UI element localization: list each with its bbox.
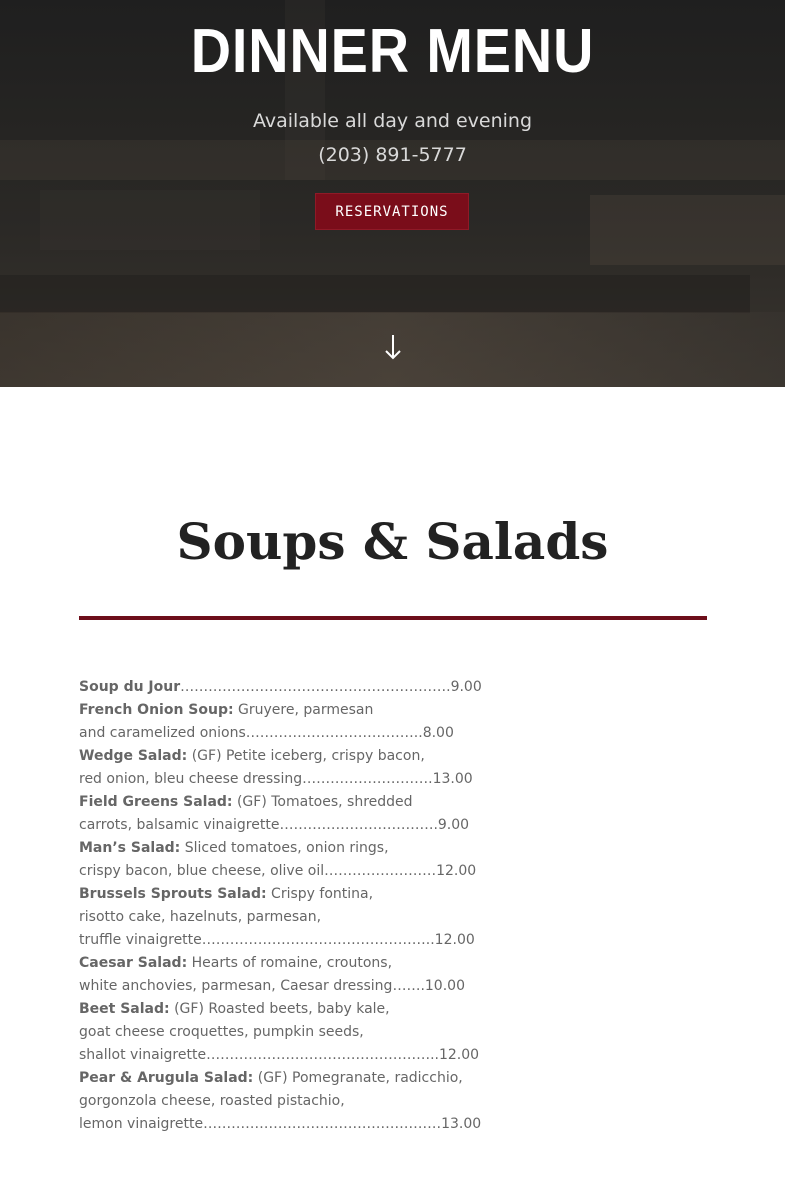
menu-item-description: (GF) Tomatoes, shredded — [232, 794, 413, 810]
menu-item-description: shallot vinaigrette…………………………………………..12.00 — [79, 1047, 480, 1063]
menu-item-description: (GF) Roasted beets, baby kale, — [169, 1001, 390, 1017]
menu-line — [79, 1067, 499, 1090]
menu-item-name: Soup du Jour — [79, 679, 181, 695]
menu-line — [79, 814, 499, 837]
hero-background-band — [40, 190, 260, 250]
menu-item-description: and caramelized onions………………………………..8.00 — [79, 725, 454, 741]
menu-line — [79, 722, 499, 745]
menu-line — [79, 1113, 499, 1136]
menu-line — [79, 768, 499, 791]
menu-item-description: white anchovies, parmesan, Caesar dressing…….10.00 — [79, 978, 465, 994]
menu-list — [79, 676, 499, 1136]
section-title: Soups & Salads — [176, 512, 609, 571]
menu-line — [79, 952, 499, 975]
menu-item-name: Pear & Arugula Salad: — [79, 1070, 254, 1086]
menu-line — [79, 837, 499, 860]
menu-item-description: carrots, balsamic vinaigrette…………………………….9.00 — [79, 817, 470, 833]
menu-item-description: goat cheese croquettes, pumpkin seeds, — [79, 1024, 364, 1040]
hero-subtitle: Available all day and evening — [252, 110, 533, 132]
menu-line — [79, 883, 499, 906]
menu-item-description: Crispy fontina, — [266, 886, 374, 902]
menu-item-name: Caesar Salad: — [79, 955, 188, 971]
menu-item-description: Sliced tomatoes, onion rings, — [180, 840, 389, 856]
arrow-down-icon[interactable] — [382, 332, 404, 362]
menu-item-description: red onion, bleu cheese dressing……………………….13.00 — [79, 771, 473, 787]
section-divider — [79, 616, 707, 620]
phone-number[interactable]: (203) 891-5777 — [318, 144, 467, 166]
menu-item-name: Field Greens Salad: — [79, 794, 233, 810]
menu-item-description: Gruyere, parmesan — [233, 702, 374, 718]
hero-background-band — [590, 195, 785, 265]
menu-line — [79, 929, 499, 952]
menu-item-name: Beet Salad: — [79, 1001, 170, 1017]
menu-line — [79, 860, 499, 883]
menu-item-description: truffle vinaigrette…………………………………………..12.00 — [79, 932, 475, 948]
menu-item-description: gorgonzola cheese, roasted pistachio, — [79, 1093, 345, 1109]
menu-line — [79, 1044, 499, 1067]
menu-item-description: (GF) Petite iceberg, crispy bacon, — [187, 748, 425, 764]
menu-item-name: Brussels Sprouts Salad: — [79, 886, 267, 902]
menu-line — [79, 1021, 499, 1044]
menu-line — [79, 699, 499, 722]
menu-item-description: crispy bacon, blue cheese, olive oil……………………12.00 — [79, 863, 477, 879]
menu-line — [79, 975, 499, 998]
menu-item-description: risotto cake, hazelnuts, parmesan, — [79, 909, 322, 925]
menu-line — [79, 791, 499, 814]
menu-line — [79, 676, 499, 699]
page-title: DINNER MENU — [190, 17, 595, 86]
menu-line — [79, 745, 499, 768]
menu-item-name: Wedge Salad: — [79, 748, 188, 764]
menu-line — [79, 998, 499, 1021]
menu-line — [79, 906, 499, 929]
reservations-button[interactable]: RESERVATIONS — [315, 193, 469, 230]
hero-background-band — [0, 275, 750, 313]
hero-banner — [0, 0, 785, 387]
menu-item-name: Man’s Salad: — [79, 840, 181, 856]
menu-item-description: Hearts of romaine, croutons, — [187, 955, 393, 971]
menu-line — [79, 1090, 499, 1113]
menu-item-description: (GF) Pomegranate, radicchio, — [253, 1070, 463, 1086]
menu-item-description: lemon vinaigrette……………………………………………13.00 — [79, 1116, 482, 1132]
menu-item-description: ………………………………………………….9.00 — [180, 679, 482, 695]
menu-item-name: French Onion Soup: — [79, 702, 234, 718]
